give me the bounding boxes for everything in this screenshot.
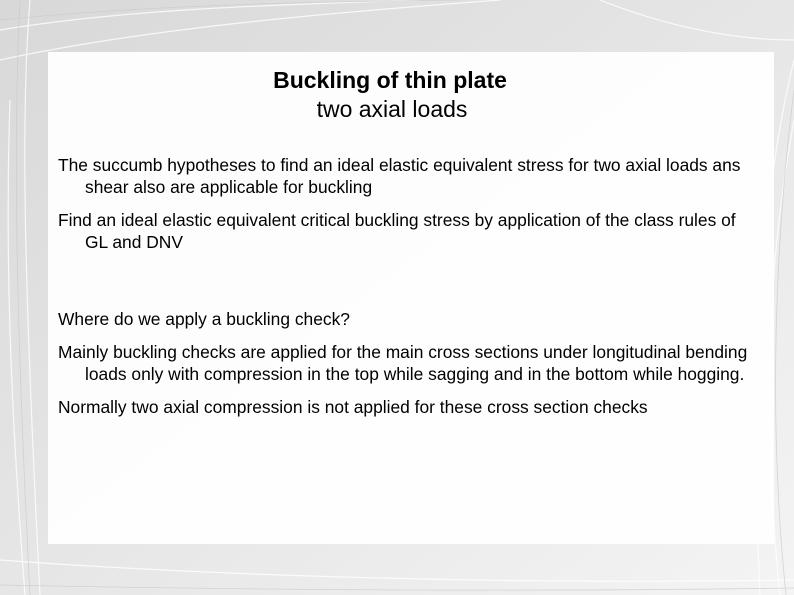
paragraph-hypotheses: The succumb hypotheses to find an ideal elastic equivalent stress for two axial loads ans shear also are applicable for buckling xyxy=(58,155,741,197)
slide-subtitle: two axial loads xyxy=(316,96,468,122)
paragraph-question: Where do we apply a buckling check? xyxy=(58,309,350,329)
paragraph-two-axial: Normally two axial compression is not applied for these cross section checks xyxy=(58,397,648,417)
paragraph-class-rules: Find an ideal elastic equivalent critical buckling stress by application of the class rules of GL and DNV xyxy=(58,210,736,252)
spacer xyxy=(58,264,758,308)
slide-body xyxy=(58,154,758,429)
slide-title: Buckling of thin plate xyxy=(273,67,507,93)
paragraph-cross-sections: Mainly buckling checks are applied for the main cross sections under longitudinal bending loads only with compression in the top while sagging and in the bottom while hogging. xyxy=(58,342,748,384)
slide-title-block xyxy=(0,66,780,124)
